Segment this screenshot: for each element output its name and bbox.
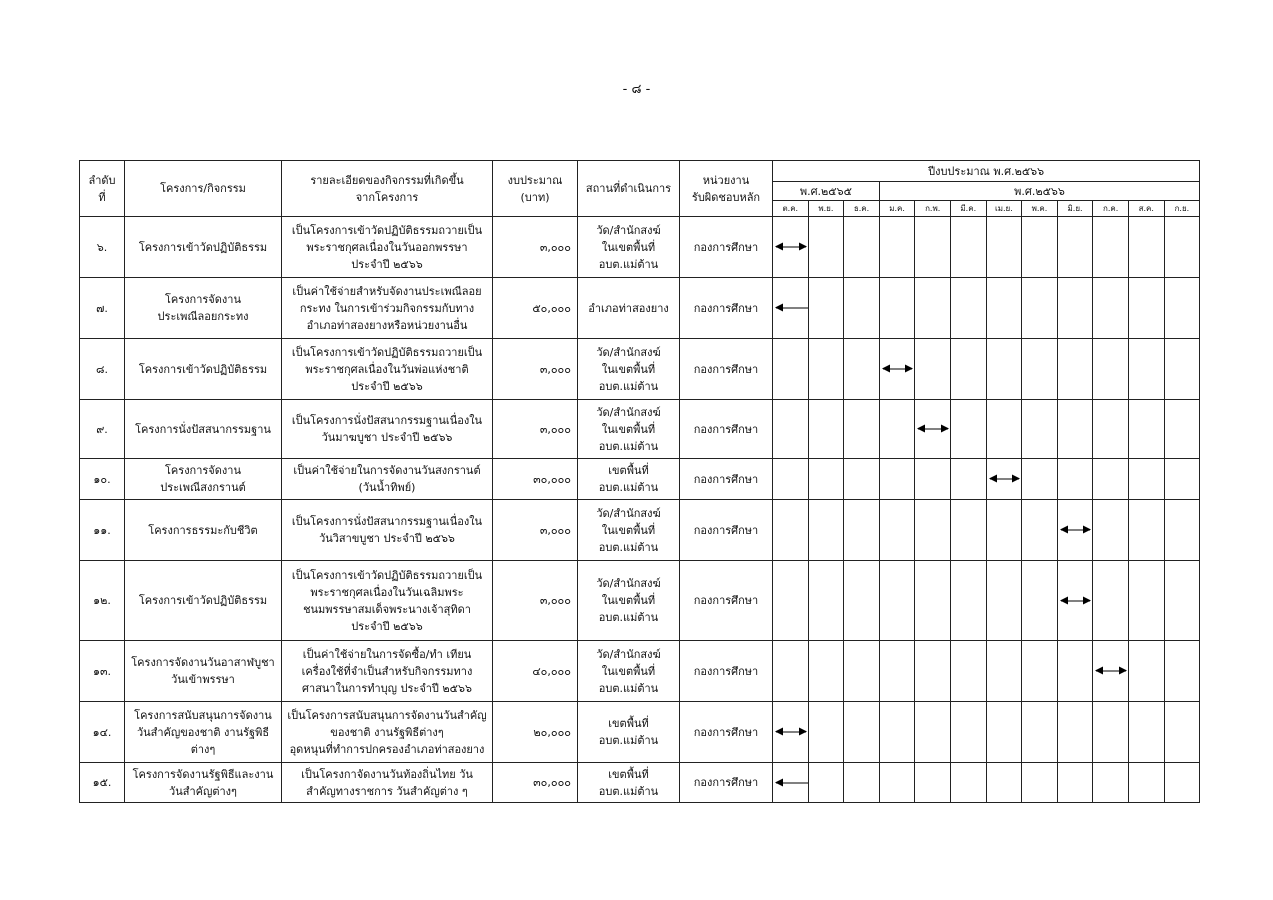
timeline-cell [1022,339,1058,400]
timeline-cell [879,278,915,339]
timeline-cell [773,459,809,500]
timeline-cell [1057,278,1093,339]
header-month: พ.ย. [808,201,844,217]
timeline-cell [1128,400,1164,459]
location: วัด/สำนักสงฆ์ ในเขตพื้นที่ อบต.แม่ต้าน [578,561,680,641]
timeline-cell [1128,641,1164,702]
timeline-cell [879,459,915,500]
timeline-cell [1128,561,1164,641]
budget-amount: ๔๐,๐๐๐ [493,641,578,702]
timeline-cell [773,763,809,803]
timeline-cell [1093,278,1129,339]
activity-detail: เป็นโครงกาจัดงานวันท้องถิ่นไทย วัน สำคัญทางราชการ วันสำคัญต่าง ๆ [282,763,493,803]
project-name: โครงการสนับสนุนการจัดงาน วันสำคัญของชาติ งานรัฐพิธี ต่างๆ [125,702,282,763]
timeline-cell [915,400,951,459]
timeline-cell [808,641,844,702]
timeline-cell [808,339,844,400]
timeline-cell [950,641,986,702]
timeline-cell [1128,339,1164,400]
timeline-cell [1164,641,1200,702]
timeline-cell [986,763,1022,803]
header-month: ต.ค. [773,201,809,217]
location: เขตพื้นที่ อบต.แม่ต้าน [578,702,680,763]
timeline-cell [879,763,915,803]
timeline-cell [773,278,809,339]
timeline-cell [773,400,809,459]
project-name: โครงการจัดงาน ประเพณีลอยกระทง [125,278,282,339]
project-name: โครงการนั่งปัสสนากรรมฐาน [125,400,282,459]
table-row [80,400,1200,459]
responsible-agency: กองการศึกษา [680,561,773,641]
row-number: ๑๓. [80,641,125,702]
timeline-arrow [776,782,808,783]
timeline-cell [1164,217,1200,278]
timeline-cell [1164,459,1200,500]
budget-amount: ๕๐,๐๐๐ [493,278,578,339]
row-number: ๗. [80,278,125,339]
timeline-cell [1164,763,1200,803]
location: อำเภอท่าสองยาง [578,278,680,339]
responsible-agency: กองการศึกษา [680,500,773,561]
table-row [80,500,1200,561]
timeline-cell [915,702,951,763]
timeline-cell [1057,702,1093,763]
budget-amount: ๓๐,๐๐๐ [493,459,578,500]
timeline-cell [1128,763,1164,803]
timeline-cell [1164,702,1200,763]
header-month: มิ.ย. [1057,201,1093,217]
timeline-arrow [776,732,806,733]
table-row [80,339,1200,400]
timeline-cell [1022,217,1058,278]
timeline-cell [1057,217,1093,278]
responsible-agency: กองการศึกษา [680,339,773,400]
timeline-cell [1093,500,1129,561]
timeline-cell [1093,339,1129,400]
timeline-cell [808,459,844,500]
activity-detail: เป็นโครงการเข้าวัดปฏิบัติธรรมถวายเป็น พระราชกุศลเนื่องในวันพ่อแห่งชาติ ประจำปี ๒๕๖๖ [282,339,493,400]
timeline-cell [773,641,809,702]
timeline-cell [1093,561,1129,641]
timeline-cell [773,561,809,641]
timeline-cell [986,217,1022,278]
timeline-cell [844,500,880,561]
location: วัด/สำนักสงฆ์ ในเขตพื้นที่ อบต.แม่ต้าน [578,641,680,702]
location: เขตพื้นที่ อบต.แม่ต้าน [578,459,680,500]
timeline-cell [773,339,809,400]
timeline-cell [844,278,880,339]
timeline-cell [1057,459,1093,500]
timeline-cell [1093,763,1129,803]
responsible-agency: กองการศึกษา [680,702,773,763]
timeline-arrow [776,308,808,309]
timeline-cell [844,400,880,459]
timeline-cell [915,641,951,702]
timeline-arrow [1061,530,1091,531]
timeline-cell [1093,641,1129,702]
budget-amount: ๓๐,๐๐๐ [493,763,578,803]
timeline-cell [1022,641,1058,702]
header-month: ก.ค. [1093,201,1129,217]
timeline-arrow [918,429,948,430]
header-agency: หน่วยงาน รับผิดชอบหลัก [680,161,773,217]
header-no: ลำดับ ที่ [80,161,125,217]
location: วัด/สำนักสงฆ์ ในเขตพื้นที่ อบต.แม่ต้าน [578,400,680,459]
timeline-cell [1057,641,1093,702]
timeline-cell [1128,217,1164,278]
timeline-cell [915,500,951,561]
timeline-cell [950,400,986,459]
timeline-arrow [1061,600,1091,601]
location: วัด/สำนักสงฆ์ ในเขตพื้นที่ อบต.แม่ต้าน [578,217,680,278]
table-row [80,702,1200,763]
timeline-arrow [1096,671,1126,672]
timeline-cell [1164,400,1200,459]
header-month: มี.ค. [950,201,986,217]
timeline-cell [950,339,986,400]
timeline-cell [1164,561,1200,641]
timeline-cell [1128,459,1164,500]
responsible-agency: กองการศึกษา [680,641,773,702]
timeline-cell [808,763,844,803]
timeline-cell [808,217,844,278]
timeline-cell [1057,561,1093,641]
timeline-cell [879,702,915,763]
timeline-cell [879,500,915,561]
timeline-cell [1093,459,1129,500]
timeline-cell [986,400,1022,459]
table-row [80,217,1200,278]
timeline-cell [844,641,880,702]
activity-plan-table [79,160,1200,803]
timeline-cell [1057,400,1093,459]
responsible-agency: กองการศึกษา [680,400,773,459]
activity-detail: เป็นโครงการสนับสนุนการจัดงานวันสำคัญ ของชาติ งานรัฐพิธีต่างๆ อุดหนุนที่ทำการปกครองอำเภอท่าสองยาง [282,702,493,763]
timeline-cell [986,500,1022,561]
timeline-arrow [776,247,806,248]
timeline-cell [773,217,809,278]
project-name: โครงการจัดงานวันอาสาฬบูชา วันเข้าพรรษา [125,641,282,702]
timeline-cell [1164,339,1200,400]
project-name: โครงการจัดงาน ประเพณีสงกรานต์ [125,459,282,500]
timeline-cell [844,702,880,763]
table-row [80,459,1200,500]
timeline-cell [879,339,915,400]
timeline-arrow [883,369,913,370]
table-row [80,641,1200,702]
timeline-cell [950,459,986,500]
budget-amount: ๓,๐๐๐ [493,500,578,561]
header-month: ส.ค. [1128,201,1164,217]
row-number: ๑๔. [80,702,125,763]
timeline-cell [808,278,844,339]
timeline-cell [1093,702,1129,763]
row-number: ๑๐. [80,459,125,500]
responsible-agency: กองการศึกษา [680,763,773,803]
timeline-cell [1022,500,1058,561]
responsible-agency: กองการศึกษา [680,459,773,500]
timeline-cell [1128,278,1164,339]
table-row [80,561,1200,641]
activity-detail: เป็นโครงการเข้าวัดปฏิบัติธรรมถวายเป็น พระราชกุศลเนื่องในวันออกพรรษา ประจำปี ๒๕๖๖ [282,217,493,278]
timeline-cell [773,500,809,561]
row-number: ๙. [80,400,125,459]
timeline-cell [950,763,986,803]
timeline-cell [879,217,915,278]
header-month: ก.ย. [1164,201,1200,217]
timeline-cell [986,278,1022,339]
header-year-2566: พ.ศ.๒๕๖๖ [879,182,1199,201]
timeline-cell [1022,400,1058,459]
timeline-cell [915,278,951,339]
budget-amount: ๒๐,๐๐๐ [493,702,578,763]
timeline-cell [986,702,1022,763]
timeline-cell [879,561,915,641]
timeline-cell [808,400,844,459]
header-year-2565: พ.ศ.๒๕๖๕ [773,182,880,201]
timeline-cell [986,641,1022,702]
header-fiscal-year: ปีงบประมาณ พ.ศ.๒๕๖๖ [773,161,1200,182]
header-month: ก.พ. [915,201,951,217]
header-month: ธ.ค. [844,201,880,217]
timeline-cell [1093,400,1129,459]
project-name: โครงการเข้าวัดปฏิบัติธรรม [125,217,282,278]
project-name: โครงการเข้าวัดปฏิบัติธรรม [125,339,282,400]
project-name: โครงการเข้าวัดปฏิบัติธรรม [125,561,282,641]
timeline-cell [879,400,915,459]
timeline-cell [1022,763,1058,803]
location: วัด/สำนักสงฆ์ ในเขตพื้นที่ อบต.แม่ต้าน [578,500,680,561]
project-name: โครงการจัดงานรัฐพิธีและงาน วันสำคัญต่างๆ [125,763,282,803]
timeline-cell [1057,339,1093,400]
budget-amount: ๓,๐๐๐ [493,339,578,400]
timeline-cell [986,459,1022,500]
header-month: ม.ค. [879,201,915,217]
timeline-cell [844,459,880,500]
timeline-cell [915,459,951,500]
budget-amount: ๓,๐๐๐ [493,561,578,641]
timeline-cell [986,561,1022,641]
row-number: ๑๒. [80,561,125,641]
table-row [80,278,1200,339]
timeline-cell [950,217,986,278]
timeline-cell [773,702,809,763]
timeline-cell [1022,561,1058,641]
timeline-cell [844,763,880,803]
timeline-cell [844,339,880,400]
header-month: เม.ย. [986,201,1022,217]
activity-detail: เป็นค่าใช้จ่ายในการจัดซื้อ/ทำ เทียน เครื่องใช้ที่จำเป็นสำหรับกิจกรรมทาง ศาสนาในการทำบุญ ประจำปี ๒๕๖๖ [282,641,493,702]
project-name: โครงการธรรมะกับชีวิต [125,500,282,561]
activity-detail: เป็นโครงการนั่งปัสสนากรรมฐานเนื่องใน วันวิสาขบูชา ประจำปี ๒๕๖๖ [282,500,493,561]
responsible-agency: กองการศึกษา [680,217,773,278]
responsible-agency: กองการศึกษา [680,278,773,339]
timeline-cell [1022,702,1058,763]
timeline-cell [915,217,951,278]
timeline-cell [844,561,880,641]
row-number: ๑๑. [80,500,125,561]
timeline-cell [879,641,915,702]
timeline-cell [1022,459,1058,500]
timeline-cell [950,278,986,339]
timeline-cell [1128,500,1164,561]
timeline-cell [915,339,951,400]
row-number: ๖. [80,217,125,278]
header-project: โครงการ/กิจกรรม [125,161,282,217]
timeline-cell [844,217,880,278]
location: วัด/สำนักสงฆ์ ในเขตพื้นที่ อบต.แม่ต้าน [578,339,680,400]
timeline-cell [915,561,951,641]
timeline-cell [986,339,1022,400]
timeline-cell [1164,278,1200,339]
activity-detail: เป็นค่าใช้จ่ายสำหรับจัดงานประเพณีลอย กระทง ในการเข้าร่วมกิจกรรมกับทาง อำเภอท่าสองยางหรือหน่วยงานอื่น [282,278,493,339]
timeline-cell [1093,217,1129,278]
timeline-cell [1128,702,1164,763]
table-row [80,763,1200,803]
activity-detail: เป็นโครงการนั่งปัสสนากรรมฐานเนื่องใน วันมาฆบูชา ประจำปี ๒๕๖๖ [282,400,493,459]
location: เขตพื้นที่ อบต.แม่ต้าน [578,763,680,803]
timeline-cell [950,702,986,763]
budget-amount: ๓,๐๐๐ [493,217,578,278]
header-month: พ.ค. [1022,201,1058,217]
activity-detail: เป็นโครงการเข้าวัดปฏิบัติธรรมถวายเป็น พระราชกุศลเนื่องในวันเฉลิมพระ ชนมพรรษาสมเด็จพระนางเจ้าสุทิดา ประจำปี ๒๕๖๖ [282,561,493,641]
header-detail: รายละเอียดของกิจกรรมที่เกิดขึ้น จากโครงการ [282,161,493,217]
timeline-cell [1057,500,1093,561]
timeline-cell [915,763,951,803]
timeline-cell [1022,278,1058,339]
row-number: ๘. [80,339,125,400]
timeline-cell [808,702,844,763]
timeline-cell [808,561,844,641]
timeline-cell [1164,500,1200,561]
timeline-cell [808,500,844,561]
timeline-cell [950,561,986,641]
row-number: ๑๕. [80,763,125,803]
activity-detail: เป็นค่าใช้จ่ายในการจัดงานวันสงกรานต์ (วันน้ำทิพย์) [282,459,493,500]
header-location: สถานที่ดำเนินการ [578,161,680,217]
timeline-arrow [990,479,1020,480]
header-budget: งบประมาณ (บาท) [493,161,578,217]
page-number: - ๘ - [622,82,651,97]
timeline-cell [1057,763,1093,803]
timeline-cell [950,500,986,561]
budget-amount: ๓,๐๐๐ [493,400,578,459]
